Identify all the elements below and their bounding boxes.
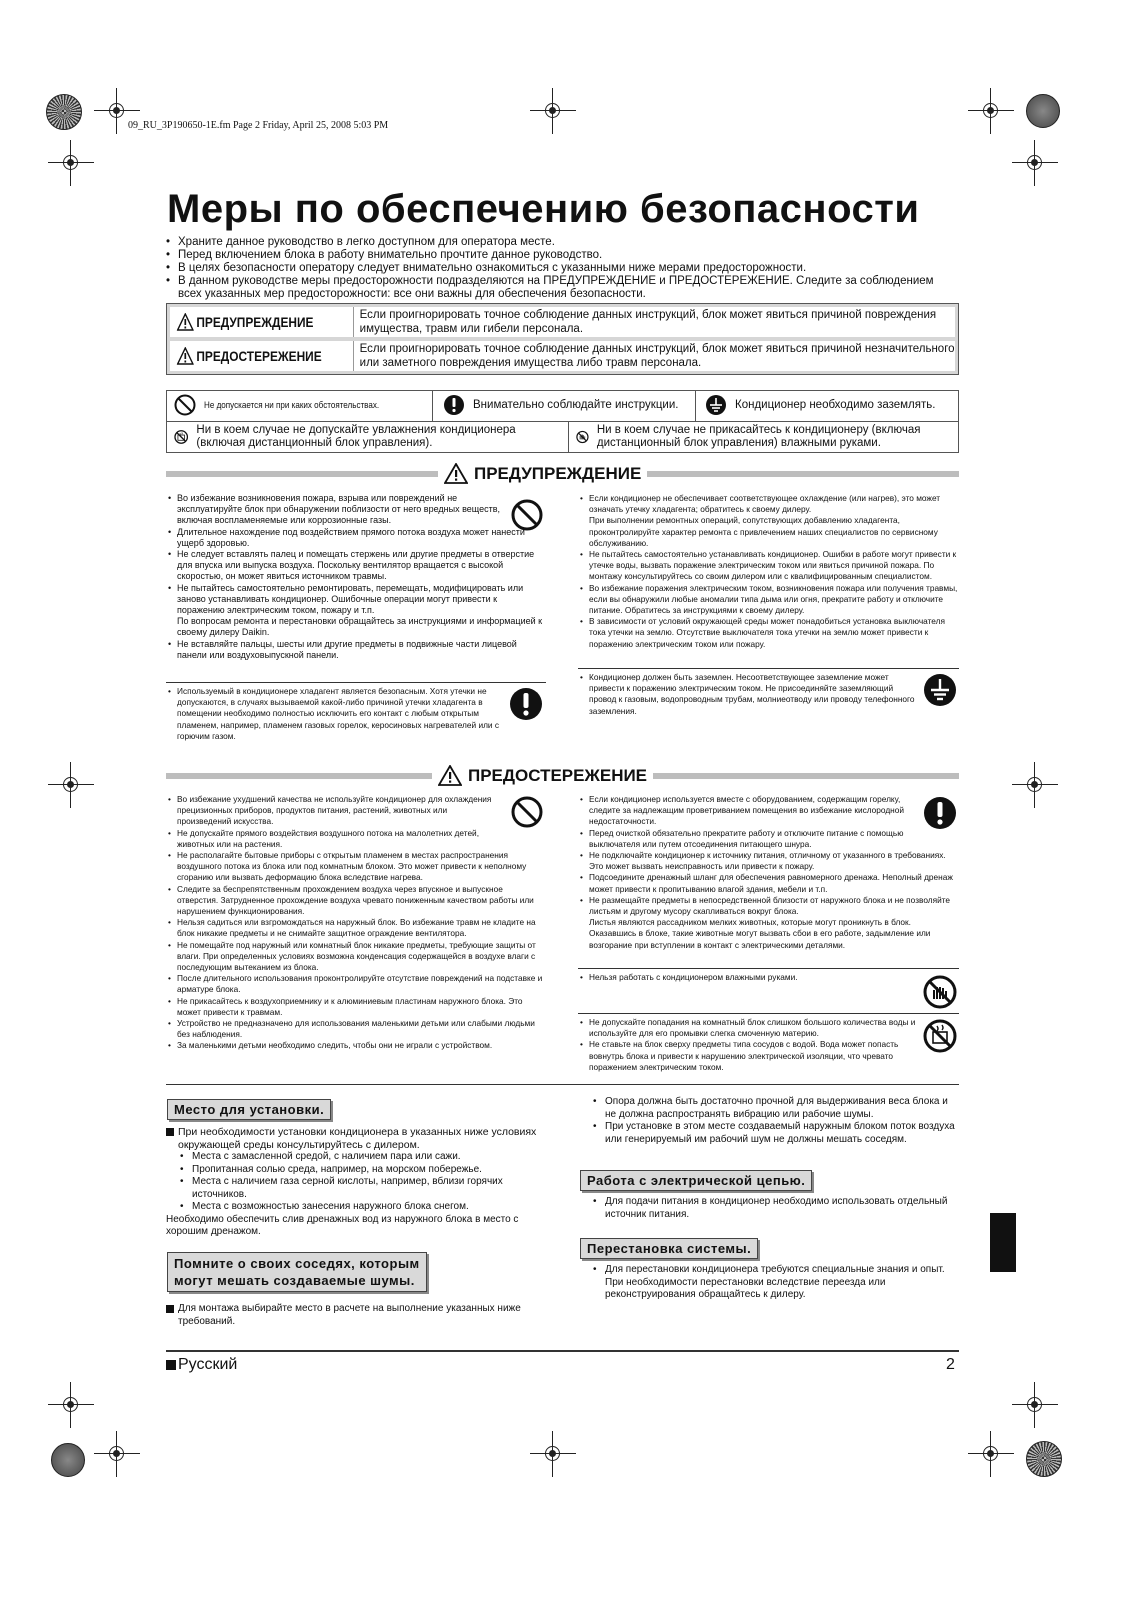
warning-right-list-2: [580, 672, 920, 717]
legend-ground: Кондиционер необходимо заземлять.: [705, 394, 935, 416]
list-item: • Подсоедините дренажный шланг для обеспечения равномерного дренажа. Неполный дренаж может привести к пропитыванию влагой здания, мебели и т.п.: [580, 872, 958, 894]
ground-icon: [705, 394, 727, 416]
list-item: • Не пытайтесь самостоятельно ремонтировать, перемещать, модифицировать или заново устанавливать кондиционер. Ошибочные операции могут привести к поражению электрическим током, пожару и т.п.: [168, 583, 546, 617]
list-item: • Места с возможностью занесения наружного блока снегом.: [180, 1201, 546, 1214]
warning-triangle-icon: [177, 347, 194, 365]
exclamation-icon: [509, 687, 543, 721]
exclamation-icon: [923, 796, 957, 830]
legend-prohibit: Не допускается ни при каких обстоятельствах.: [174, 394, 410, 416]
bullet-square: [166, 1128, 174, 1136]
signal-row-warning: [170, 307, 955, 337]
divider: [578, 668, 959, 669]
no-water-icon: [923, 1019, 957, 1053]
list-item: • При установке в этом месте создаваемый наружным блоком поток воздуха или генерируемый им рабочий шум не должны мешать соседям.: [593, 1121, 959, 1146]
neighbors-block: [166, 1303, 546, 1328]
no-wet-hands-icon: [576, 426, 589, 448]
signal-text: Если проигнорировать точное соблюдение данных инструкций, блок может явиться причиной незначительного или заметного повреждения имущества либо травм персонала.: [353, 341, 955, 371]
legend-divider: [695, 390, 696, 421]
list-item: • В зависимости от условий окружающей среды может понадобиться установка выключателя тока утечки на землю. Отсутствие выключателя тока утечки на землю может привести к поражению электрическим током или пожару.: [580, 616, 958, 650]
registration-mark: [46, 94, 82, 130]
list-item: • Не ставьте на блок сверху предметы типа сосудов с водой. Вода может попасть вовнутрь блока и привести к нарушению электрической изоляции, что чревато поражением электрическим током.: [580, 1039, 920, 1073]
relocation-title: Перестановка системы.: [580, 1238, 758, 1259]
list-item: • Не следует вставлять палец и помещать стержень или другие предметы в отверстие для впуска или выпуска воздуха. Поскольку вентилятор вращается с высокой скоростью, он может явиться источником травмы.: [168, 549, 546, 583]
language-tab: [990, 1213, 1016, 1272]
list-item: • Не помещайте под наружный или комнатный блок никакие предметы, требующие защиты от влаги. При определенных условиях возможна конденсация содержащейся в воздухе влаги с последующим вытеканием из блока.: [168, 940, 546, 974]
legend-divider: [166, 421, 959, 422]
list-item: • Перед очисткой обязательно прекратите работу и отключите питание с помощью выключателя или путем отсоединения питающего шнура.: [580, 828, 958, 850]
legend-divider: [568, 421, 569, 453]
warning-triangle-icon: [177, 313, 194, 331]
page-number: 2: [946, 1356, 955, 1373]
list-item: • Следите за беспрепятственным прохождением воздуха через впускное и выпускное отверстия. Затрудненное прохождение воздуха чревато пониженным качеством работы или нарушением функционирования.: [168, 884, 546, 918]
crop-mark: [104, 1441, 130, 1467]
list-item: • Если кондиционер не обеспечивает соответствующее охлаждение (или нагрев), это может означать утечку хладагента; обратитесь к своему дилеру.: [580, 493, 958, 515]
legend-instruct: Внимательно соблюдайте инструкции.: [443, 394, 678, 416]
list-item: • Кондиционер должен быть заземлен. Несоответствующее заземление может привести к поражению электрическим током. Не присоединяйте заземляющий провод к газовым, водопроводным трубам, молниеотводу или проводу телефонного заземления.: [580, 672, 920, 717]
legend-no-wet: Ни в коем случае не допускайте увлажнения кондиционера (включая дистанционный блок управления).: [174, 424, 562, 450]
list-item: • Не допускайте попадания на комнатный блок слишком большого количества воды и используйте для его промывки слегка смоченную материю.: [580, 1017, 920, 1039]
list-item: Листья являются рассадником мелких животных, которые могут проникнуть в блок. Оказавшись в блоке, такие животные могут вызвать сбои в его работе, задымление или возгорание при вступлении в контакт с электрическими деталями.: [589, 917, 931, 950]
crop-mark: [1022, 1392, 1048, 1418]
divider: [578, 1013, 959, 1014]
list-item: По вопросам ремонта и перестановки обращайтесь за инструкциями и информацией к своему дилеру Daikin.: [177, 616, 543, 638]
divider: [166, 682, 546, 683]
crop-mark: [58, 1392, 84, 1418]
warning-triangle-icon: [444, 463, 468, 484]
install-title: Место для установки.: [167, 1099, 331, 1120]
divider: [166, 1084, 959, 1085]
warning-left-list: [168, 493, 546, 661]
warning-triangle-icon: [438, 765, 462, 786]
signal-label: ПРЕДУПРЕЖДЕНИЕ: [170, 307, 325, 337]
prohibit-icon: [174, 394, 196, 416]
crop-mark: [104, 98, 130, 124]
list-item: • Места с наличием газа серной кислоты, например, вблизи горячих источников.: [180, 1176, 546, 1201]
ground-icon: [923, 673, 957, 707]
no-water-icon: [174, 426, 188, 448]
list-item: • Не располагайте бытовые приборы с открытым пламенем в местах распространения воздушного потока из блока или под комнатным блоком. Это может привести к неполному сгоранию или вызвать деформацию блока вследствие нагрева.: [168, 850, 546, 884]
list-item: • За маленькими детьми необходимо следить, чтобы они не играли с устройством.: [168, 1040, 546, 1051]
warning-right-list: [580, 493, 958, 650]
crop-mark: [540, 1441, 566, 1467]
list-item: • Храните данное руководство в легко доступном для оператора месте.: [166, 236, 956, 249]
list-item: • Места с замасленной средой, с наличием пара или сажи.: [180, 1151, 546, 1164]
intro-bullets: [166, 236, 956, 301]
warning-heading: ПРЕДУПРЕЖДЕНИЕ: [438, 463, 647, 484]
list-item: • Для перестановки кондиционера требуются специальные знания и опыт. При необходимости перестановки вследствие переезда или реконструирования обращайтесь к дилеру.: [593, 1264, 959, 1302]
crop-mark: [978, 98, 1004, 124]
crop-mark: [58, 772, 84, 798]
list-item: • Не вставляйте пальцы, шесты или другие предметы в подвижные части лицевой панели или воздуховыпускной панели.: [168, 639, 546, 661]
caution-right-list-3: [580, 1017, 920, 1073]
bullet-square: [166, 1305, 174, 1313]
crop-mark: [1022, 772, 1048, 798]
page-title: Меры по обеспечению безопасности: [167, 187, 920, 231]
crop-mark: [1022, 150, 1048, 176]
crop-mark: [978, 1441, 1004, 1467]
electric-title: Работа с электрической цепью.: [580, 1170, 812, 1191]
install-lead: При необходимости установки кондиционера в указанных ниже условиях окружающей среды консультируйтесь с дилером.: [178, 1126, 537, 1151]
list-item: • Нельзя работать с кондиционером влажными руками.: [580, 972, 910, 983]
list-item: • Если кондиционер используется вместе с оборудованием, содержащим горелку, следите за надлежащим проветриванием помещения во избежание кислородной недостаточности.: [580, 794, 958, 828]
list-item: • Пропитанная солью среда, например, на морском побережье.: [180, 1164, 546, 1177]
crop-mark: [58, 150, 84, 176]
list-item: • После длительного использования проконтролируйте отсутствие повреждений на подставке и арматуре блока.: [168, 973, 546, 995]
crop-mark: [540, 98, 566, 124]
list-item: • Не допускайте прямого воздействия воздушного потока на малолетних детей, животных или на растения.: [168, 828, 546, 850]
list-item: • Устройство не предназначено для использования маленькими детьми или слабыми людьми без наблюдения.: [168, 1018, 546, 1040]
list-item: • Во избежание поражения электрическим током, возникновения пожара или получения травмы, если вы обнаружили любые аномалии типа дыма или огня, прекратите работу и отключите питание. Обратитесь за инструкциями к своему дилеру.: [580, 583, 958, 617]
registration-mark: [1026, 94, 1060, 128]
footer-language: Русский: [166, 1356, 237, 1374]
list-item: • Не пытайтесь самостоятельно устанавливать кондиционер. Ошибки в работе могут привести к утечке воды, вызвать поражение электрическим током или явиться причиной пожара. По монтажу консультируйтесь со своим дилером или с квалифицированным специалистом.: [580, 549, 958, 583]
install-items: [180, 1151, 546, 1214]
legend-divider: [432, 390, 433, 421]
signal-label: ПРЕДОСТЕРЕЖЕНИЕ: [170, 341, 325, 371]
registration-mark: [1026, 1441, 1062, 1477]
list-item: • Для подачи питания в кондиционер необходимо использовать отдельный источник питания.: [593, 1196, 959, 1221]
signal-row-caution: [170, 341, 955, 371]
warning-left-list-2: [168, 686, 503, 742]
neighbors-text: Для монтажа выбирайте место в расчете на выполнение указанных ниже требований.: [178, 1303, 521, 1327]
list-item: • Опора должна быть достаточно прочной для выдерживания веса блока и не должна распространять вибрацию или рабочие шумы.: [593, 1096, 959, 1121]
exclamation-icon: [443, 394, 465, 416]
footer-rule: [166, 1350, 959, 1352]
support-list: [593, 1096, 959, 1146]
list-item: • Не размещайте предметы в непосредственной близости от наружного блока и не позволяйте листьям и другому мусору скапливаться вокруг блока.: [580, 895, 958, 917]
caution-heading: ПРЕДОСТЕРЕЖЕНИЕ: [432, 765, 653, 786]
bullet-square: [166, 1360, 176, 1370]
legend-no-wet-hands: Ни в коем случае не прикасайтесь к кондиционеру (включая дистанционный блок управления) влажными руками.: [576, 424, 954, 450]
caution-right-list-2: [580, 972, 910, 983]
list-item: • В данном руководстве меры предосторожности подразделяются на ПРЕДУПРЕЖДЕНИЕ и ПРЕДОСТЕРЕЖЕНИЕ. Следите за соблюдением всех указанных мер предосторожности: все они важны для обеспечения безопасности.: [166, 275, 956, 301]
list-item: • Перед включением блока в работу внимательно прочтите данное руководство.: [166, 249, 956, 262]
signal-text: Если проигнорировать точное соблюдение данных инструкций, блок может явиться причиной повреждения имущества, травм или гибели персонала.: [353, 307, 955, 337]
file-info: 09_RU_3P190650-1E.fm Page 2 Friday, April 25, 2008 5:03 PM: [128, 120, 389, 131]
caution-right-list: [580, 794, 958, 951]
list-item: При выполнении ремонтных операций, сопутствующих добавлению хладагента, проконтролируйте характер ремонта с привлечением наших специалистов по сервисному обслуживанию.: [589, 515, 938, 548]
list-item: • Во избежание ухудшений качества не используйте кондиционер для охлаждения прецизионных приборов, продуктов питания, растений, животных или произведений искусства.: [168, 794, 546, 828]
divider: [578, 968, 959, 969]
neighbors-title: Помните о своих соседях, которым могут мешать создаваемые шумы.: [167, 1252, 427, 1292]
relocation-list: [593, 1264, 959, 1302]
install-tail: Необходимо обеспечить слив дренажных вод из наружного блока в место с хорошим дренажом.: [166, 1213, 519, 1237]
caution-left-list: [168, 794, 546, 1052]
list-item: • Во избежание возникновения пожара, взрыва или повреждений не эксплуатируйте блок при обнаружении поблизости от него вредных веществ, включая воспламеняемые или коррозионные газы.: [168, 493, 546, 527]
list-item: • Не прикасайтесь к воздухоприемнику и к алюминиевым пластинам наружного блока. Это может привести к травмам.: [168, 996, 546, 1018]
list-item: • Используемый в кондиционере хладагент является безопасным. Хотя утечки не допускаются, в случаях вызываемой какой-либо причиной утечки хладагента в помещении необходимо полностью исключить его контакт с любым открытым пламенем, например, пламенем газовых горелок, керосиновых нагревателей или с горючим газом.: [168, 686, 503, 742]
electric-list: [593, 1196, 959, 1221]
no-wet-hands-icon: [923, 975, 957, 1009]
list-item: • Не подключайте кондиционер к источнику питания, отличному от указанного в требованиях. Это может вызвать неисправность или привести к пожару.: [580, 850, 958, 872]
install-block: [166, 1126, 546, 1239]
registration-mark: [51, 1443, 85, 1477]
prohibit-icon: [511, 499, 543, 531]
list-item: • В целях безопасности оператору следует внимательно ознакомиться с указанными ниже мерами предосторожности.: [166, 262, 956, 275]
list-item: • Длительное нахождение под воздействием прямого потока воздуха может нанести ущерб здоровью.: [168, 527, 546, 549]
list-item: • Нельзя садиться или взгромождаться на наружный блок. Во избежание травм не кладите на блок никакие предметы и не снимайте защитное ограждение вентилятора.: [168, 917, 546, 939]
prohibit-icon: [511, 796, 543, 828]
